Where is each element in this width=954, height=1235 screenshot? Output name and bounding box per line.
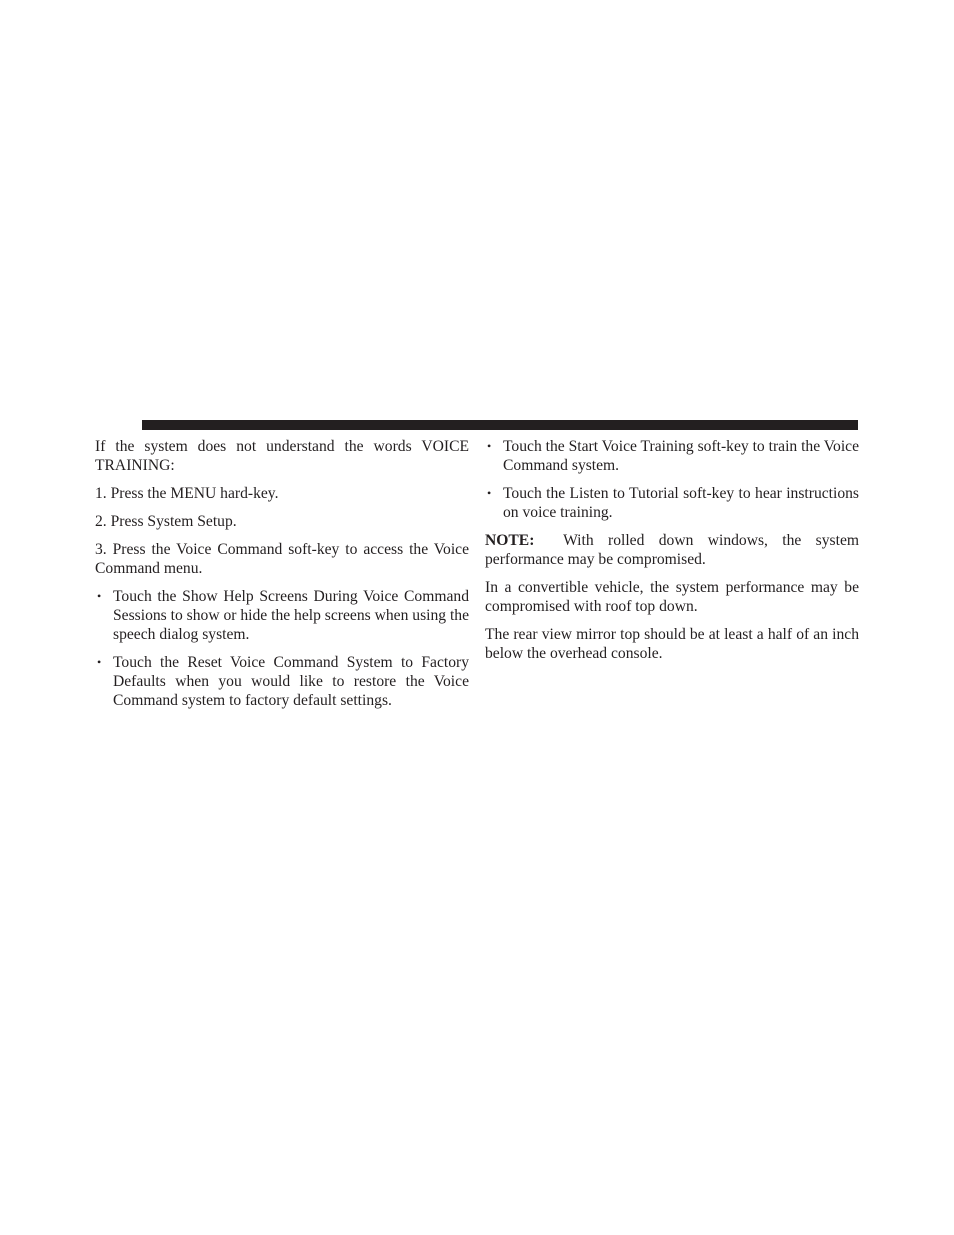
header-rule [142, 420, 858, 430]
bullet-icon: • [97, 589, 102, 603]
mirror-paragraph: The rear view mirror top should be at least a half of an inch below the overhead console. [485, 626, 859, 662]
right-column [485, 437, 859, 672]
bullet-item [485, 437, 859, 475]
step-3: 3. Press the Voice Command soft-key to access the Voice Command menu. [95, 541, 469, 577]
note-text: With rolled down windows, the system performance may be compromised. [485, 532, 860, 568]
bullet-item [95, 653, 469, 710]
bullet-icon: • [487, 439, 492, 453]
bullet-item [95, 587, 469, 644]
left-column [95, 437, 469, 719]
step-1: 1. Press the MENU hard-key. [95, 485, 279, 502]
note-label: NOTE: [485, 532, 535, 549]
bullet-text: Touch the Reset Voice Command System to Factory Defaults when you would like to restore the Voice Command system to factory default settings. [113, 654, 469, 709]
bullet-text: Touch the Show Help Screens During Voice Command Sessions to show or hide the help screens when using the speech dialog system. [113, 588, 470, 643]
bullet-icon: • [487, 486, 492, 500]
step-2: 2. Press System Setup. [95, 513, 237, 530]
bullet-icon: • [97, 655, 102, 669]
bullet-text: Touch the Start Voice Training soft-key to train the Voice Command system. [503, 438, 859, 474]
bullet-text: Touch the Listen to Tutorial soft-key to hear instructions on voice training. [503, 485, 859, 521]
bullet-item [485, 484, 859, 522]
convertible-paragraph: In a convertible vehicle, the system performance may be compromised with roof top down. [485, 579, 859, 615]
intro-paragraph: If the system does not understand the words VOICE TRAINING: [95, 438, 469, 474]
note-paragraph [485, 531, 859, 569]
